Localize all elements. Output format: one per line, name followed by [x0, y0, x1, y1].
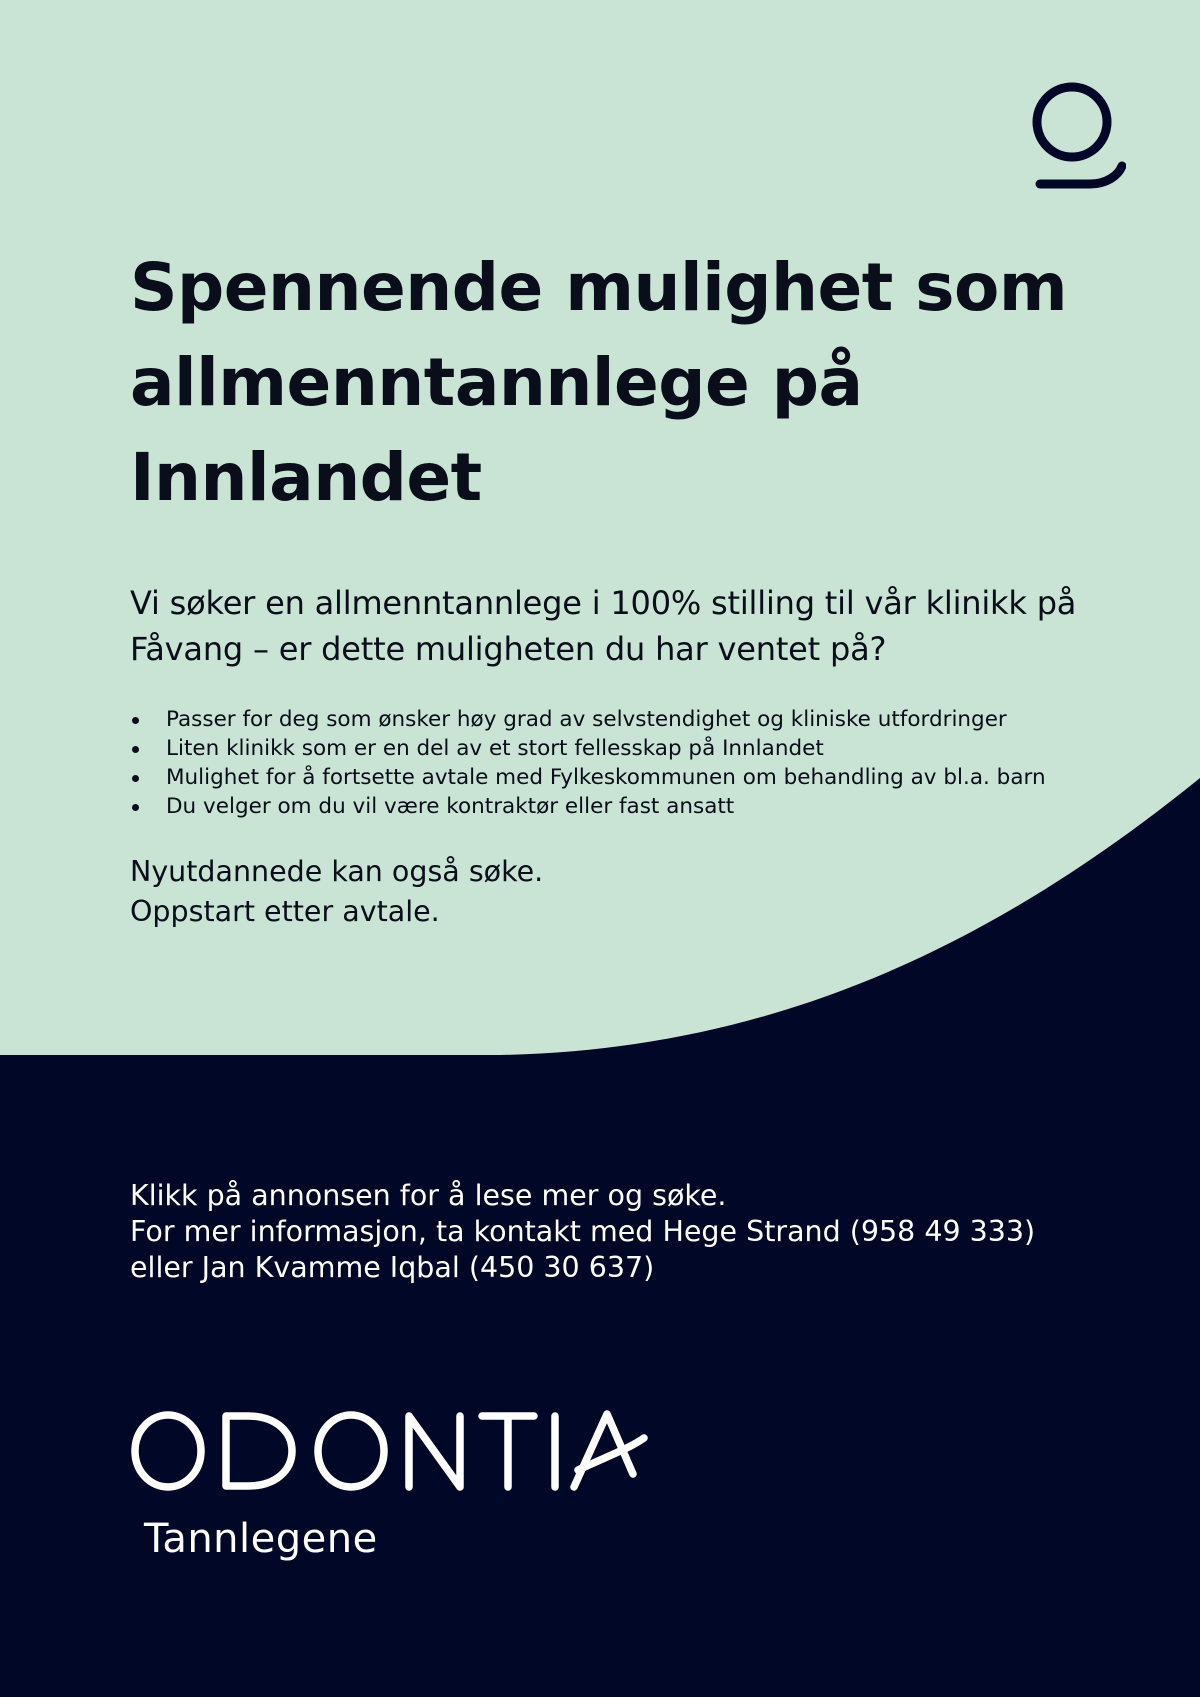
headline [130, 240, 1130, 525]
contact-line: For mer informasjon, ta kontakt med Hege Strand (958 49 333) [130, 1215, 1036, 1248]
odontia-logo [130, 1408, 730, 1578]
list-item: Mulighet for å fortsette avtale med Fylkeskommunen om behandling av bl.a. barn [130, 763, 1150, 792]
list-item: Passer for deg som ønsker høy grad av selvstendighet og kliniske utfordringer [130, 705, 1150, 734]
list-item: Du velger om du vil være kontraktør eller fast ansatt [130, 792, 1150, 821]
headline-line: Spennende mulighet som [130, 249, 1068, 326]
odontia-wordmark [130, 1408, 650, 1494]
odontia-smile-o-icon [1026, 80, 1126, 196]
intro-line: Fåvang – er dette muligheten du har ventet på? [130, 630, 887, 668]
contact-info [130, 1178, 1170, 1286]
note-line: Nyutdannede kan også søke. [130, 855, 544, 888]
note-line: Oppstart etter avtale. [130, 895, 440, 928]
benefits-list [130, 705, 1150, 821]
note-paragraph [130, 852, 543, 932]
brand-subtitle: Tannlegene [144, 1516, 378, 1562]
intro-paragraph [130, 580, 1150, 672]
headline-line: allmenntannlege på [130, 344, 863, 421]
apply-call-to-action[interactable]: Klikk på annonsen for å lese mer og søke. [130, 1179, 727, 1212]
contact-line: eller Jan Kvamme Iqbal (450 30 637) [130, 1251, 655, 1284]
headline-line: Innlandet [130, 439, 482, 516]
list-item: Liten klinikk som er en del av et stort fellesskap på Innlandet [130, 734, 1150, 763]
intro-line: Vi søker en allmenntannlege i 100% stilling til vår klinikk på [130, 584, 1077, 622]
